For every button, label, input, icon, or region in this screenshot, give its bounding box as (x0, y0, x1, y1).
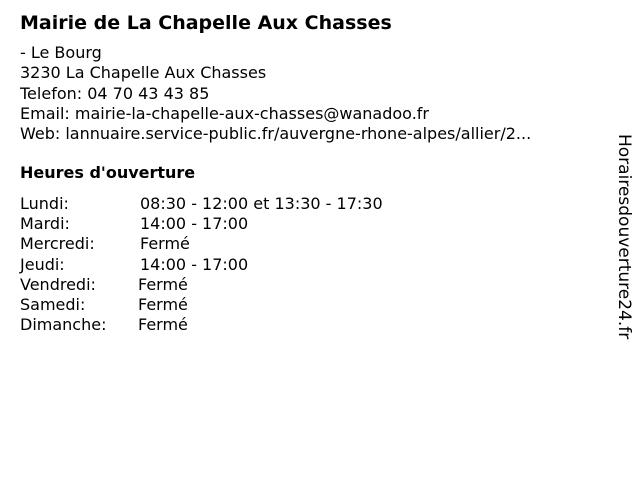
day-hours: 14:00 - 17:00 (140, 214, 249, 234)
day-label: Lundi: (20, 194, 69, 213)
day-label: Jeudi: (20, 254, 65, 274)
day-hours: Fermé (140, 234, 190, 254)
site-watermark: Horairesdouverture24.fr (614, 134, 634, 340)
hours-row-sunday (20, 315, 383, 335)
hours-row-thursday (20, 255, 383, 275)
hours-table (20, 194, 383, 335)
address-city: 3230 La Chapelle Aux Chasses (20, 63, 267, 83)
email-line: Email: mairie-la-chapelle-aux-chasses@wanadoo.fr (20, 103, 429, 123)
hours-row-friday (20, 275, 383, 295)
hours-row-saturday (20, 295, 383, 315)
address-block (20, 43, 531, 144)
day-label: Vendredi: (20, 274, 96, 294)
day-label: Samedi: (20, 294, 86, 314)
web-line: Web: lannuaire.service-public.fr/auvergne-rhone-alpes/allier/2... (20, 124, 532, 144)
day-hours: Fermé (138, 274, 188, 294)
hours-heading: Heures d'ouverture (20, 163, 196, 182)
day-hours: Fermé (138, 315, 188, 335)
hours-row-wednesday (20, 234, 383, 254)
day-hours: 14:00 - 17:00 (140, 254, 249, 274)
hours-row-tuesday (20, 214, 383, 234)
phone-line: Telefon: 04 70 43 43 85 (20, 83, 210, 103)
day-label: Mercredi: (20, 234, 95, 254)
day-hours: 08:30 - 12:00 et 13:30 - 17:30 (140, 194, 383, 213)
address-street: - Le Bourg (20, 43, 102, 62)
day-label: Mardi: (20, 214, 70, 234)
day-label: Dimanche: (20, 315, 107, 335)
hours-row-monday (20, 194, 383, 214)
page-title: Mairie de La Chapelle Aux Chasses (20, 12, 392, 34)
day-hours: Fermé (138, 294, 188, 314)
